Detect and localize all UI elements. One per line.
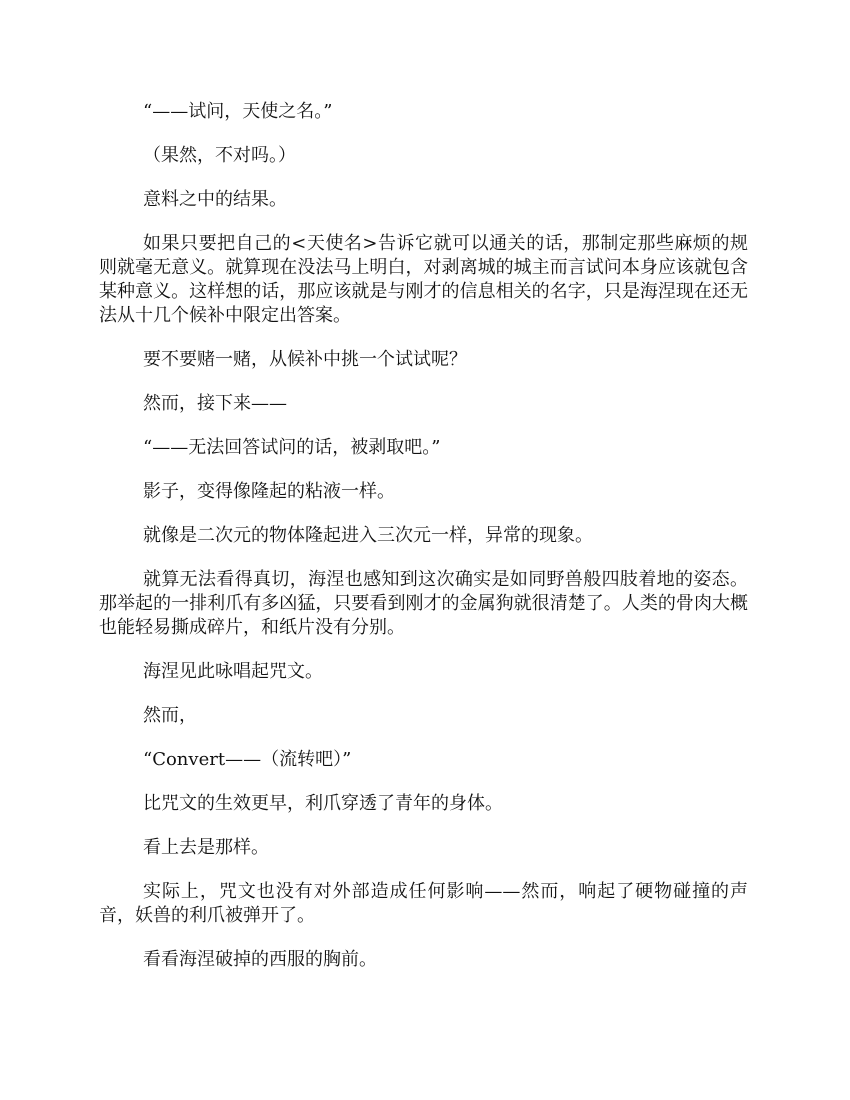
paragraph: （果然，不对吗。）	[143, 145, 296, 166]
paragraph: 如果只要把自己的<天使名>告诉它就可以通关的话，那制定那些麻烦的规则就毫无意义。就算现在没法马上明白，对剥离城的城主而言试问本身应该就包含某种意义。这样想的话，那应该就是与刚才的信息相关的名字，只是海涅现在还无法从十几个候补中限定出答案。	[99, 233, 748, 326]
paragraph: 看看海涅破掉的西服的胸前。	[143, 949, 377, 970]
paragraph: 海涅见此咏唱起咒文。	[143, 661, 323, 682]
paragraph: 就像是二次元的物体隆起进入三次元一样，异常的现象。	[143, 525, 593, 546]
paragraph: “——无法回答试问的话，被剥取吧。”	[143, 437, 441, 458]
paragraph: 意料之中的结果。	[143, 189, 287, 210]
document-page	[99, 100, 748, 992]
paragraph: 然而，接下来——	[143, 393, 287, 414]
paragraph: 要不要赌一赌，从候补中挑一个试试呢？	[143, 349, 467, 370]
paragraph: 就算无法看得真切，海涅也感知到这次确实是如同野兽般四肢着地的姿态。那举起的一排利爪有多凶猛，只要看到刚才的金属狗就很清楚了。人类的骨肉大概也能轻易撕成碎片，和纸片没有分别。	[99, 569, 748, 638]
paragraph: 然而，	[143, 705, 197, 726]
paragraph: 影子，变得像隆起的粘液一样。	[143, 481, 395, 502]
paragraph: “Convert——（流转吧）”	[143, 749, 352, 770]
paragraph: “——试问，天使之名。”	[143, 101, 333, 122]
paragraph: 实际上，咒文也没有对外部造成任何影响——然而，响起了硬物碰撞的声音，妖兽的利爪被弹开了。	[99, 881, 748, 926]
paragraph: 比咒文的生效更早，利爪穿透了青年的身体。	[143, 793, 503, 814]
paragraph: 看上去是那样。	[143, 837, 269, 858]
